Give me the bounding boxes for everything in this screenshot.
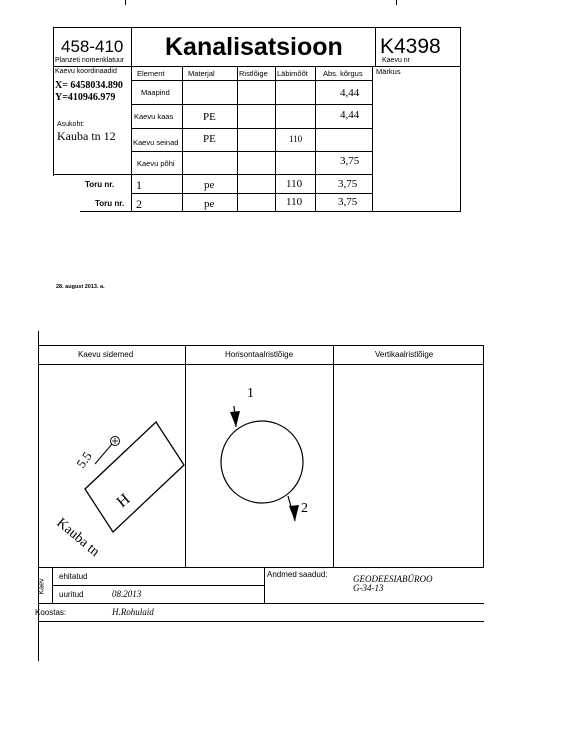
col-header-cross-section: Ristlõige (239, 69, 268, 78)
well-number-value: K4398 (380, 35, 441, 58)
sketch-form (35, 331, 484, 661)
pipe-number: 1 (136, 178, 142, 192)
surveyed-value: 08.2013 (112, 589, 142, 599)
col-header-diameter: Läbimõõt (277, 69, 308, 78)
section-header-horizontal: Horisontaalristlõige (225, 350, 294, 359)
table-row-element: Maapind (141, 88, 170, 97)
pipe-number: 2 (136, 197, 142, 211)
well-circle (221, 421, 303, 503)
building-label: H (113, 490, 134, 512)
col-header-material: Materjal (188, 69, 215, 78)
coordinate-x: X= 6458034.890 (55, 80, 123, 91)
distance-line (95, 444, 112, 464)
location-label: Asukoht: (57, 121, 85, 128)
table-row-element: Kaevu seinad (133, 138, 179, 147)
pipe-diameter: 110 (286, 196, 303, 208)
page-title: Kanalisatsioon (165, 33, 343, 61)
scan-mark (396, 0, 397, 5)
distance-label: 5.5 (73, 448, 95, 471)
table-row-height: 4,44 (340, 87, 360, 99)
date-stamp: 28. august 2013. a. (56, 284, 105, 290)
section-header-vertical: Vertikaalristlõige (375, 350, 434, 359)
location-value: Kauba tn 12 (57, 129, 116, 143)
table-row-element: Kaevu kaas (134, 112, 174, 121)
pipe-diameter: 110 (286, 178, 303, 190)
col-header-abs-height: Abs. kõrgus (323, 69, 363, 78)
pipe-label: Toru nr. (85, 180, 115, 189)
pipe-material: pe (204, 179, 215, 191)
street-label: Kauba tn (53, 515, 103, 560)
author-value: H.Rohulaid (112, 607, 154, 617)
table-row-element: Kaevu põhi (137, 159, 175, 168)
col-header-element: Element (137, 69, 165, 78)
col-header-notes: Märkus (376, 67, 401, 76)
table-row-height: 4,44 (340, 109, 360, 121)
table-row-height: 3,75 (340, 155, 360, 167)
building-outline (85, 422, 184, 532)
map-sheet-value: 458-410 (61, 37, 124, 56)
well-card (53, 27, 461, 212)
coordinate-y: Y=410946.979 (55, 92, 116, 103)
table-row-material: PE (203, 133, 216, 145)
data-from-value: GEODEESIABÜROO (353, 574, 433, 584)
horizontal-section-sketch (185, 364, 333, 567)
data-from-code: G-34-13 (353, 583, 384, 593)
card-left-mask (52, 176, 80, 213)
side-label: Kaev (38, 578, 46, 595)
pipe-label: Toru nr. (95, 199, 125, 208)
pipe-2-label: 2 (301, 501, 308, 516)
data-from-label: Andmed saadud: (267, 570, 328, 579)
well-number-label: Kaevu nr (382, 57, 411, 64)
table-row-material: PE (203, 111, 216, 123)
scan-mark (125, 0, 126, 5)
map-sheet-label: Planzeti nomenklatuur (55, 57, 125, 64)
table-row-diameter: 110 (289, 134, 303, 144)
pipe-height: 3,75 (338, 178, 358, 190)
section-header-links: Kaevu sidemed (78, 350, 134, 359)
built-label: ehitatud (59, 572, 88, 581)
surveyed-label: uuritud (59, 590, 84, 599)
pipe-1-label: 1 (247, 386, 254, 401)
pipe-material: pe (204, 198, 215, 210)
author-label: Koostas: (35, 608, 67, 617)
coordinates-label: Kaevu koordinaadid (55, 68, 117, 75)
location-sketch (38, 364, 185, 567)
pipe-height: 3,75 (338, 196, 358, 208)
